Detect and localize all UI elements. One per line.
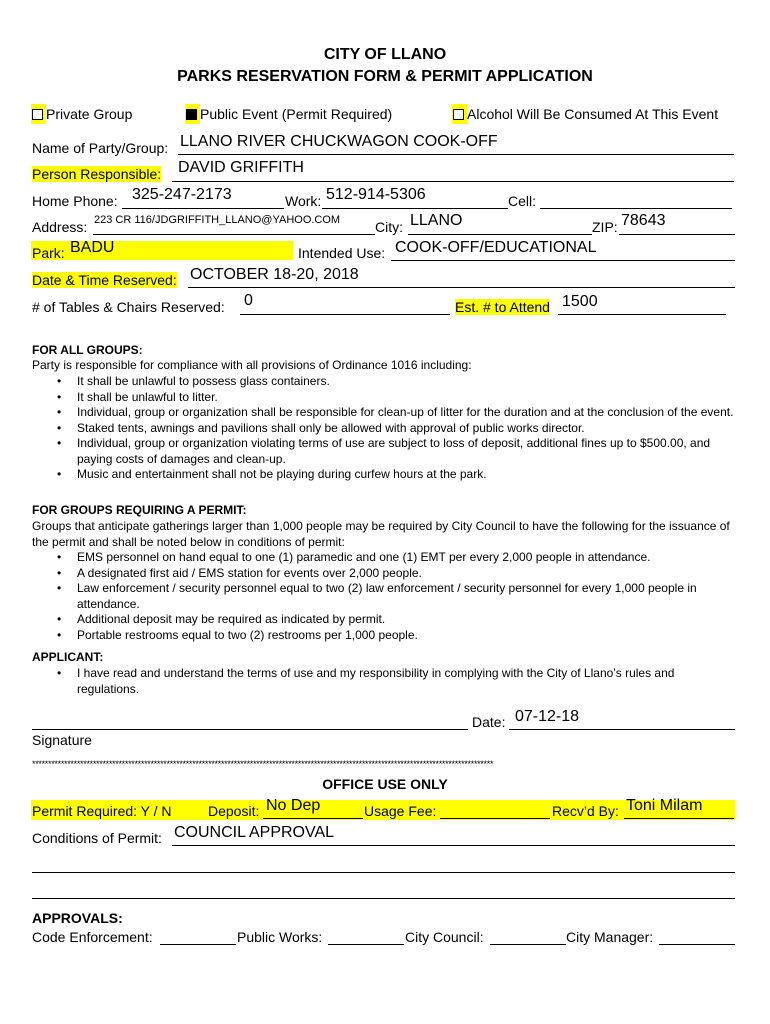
person-responsible-label: Person Responsible: <box>32 166 162 182</box>
alcohol-label: Alcohol Will Be Consumed At This Event <box>467 106 719 122</box>
cell-phone-line[interactable] <box>540 208 732 209</box>
separator-stars: ************************************************************************************************************************************************ <box>32 759 494 769</box>
recvd-by-value[interactable]: Toni Milam <box>626 797 703 814</box>
public-works-line[interactable] <box>328 944 404 945</box>
approvals-heading: APPROVALS: <box>32 910 123 926</box>
work-phone-value[interactable]: 512-914-5306 <box>326 186 426 203</box>
code-enforcement-label: Code Enforcement: <box>32 929 153 945</box>
zip-label: ZIP: <box>592 219 618 235</box>
code-enforcement-line[interactable] <box>160 944 236 945</box>
form-title-city: CITY OF LLANO <box>323 46 447 63</box>
park-label: Park: <box>32 245 65 261</box>
est-attend-value[interactable]: 1500 <box>562 293 598 310</box>
city-line <box>408 234 592 235</box>
applicant-heading: APPLICANT: <box>32 650 104 664</box>
city-value[interactable]: LLANO <box>410 212 463 229</box>
permit-required-label[interactable]: Permit Required: Y / N <box>32 803 172 819</box>
alcohol-option[interactable] <box>452 104 718 124</box>
est-attend-line <box>558 314 726 315</box>
signature-line[interactable] <box>32 729 468 730</box>
conditions-value[interactable]: COUNCIL APPROVAL <box>174 824 335 841</box>
date-time-reserved-line <box>188 287 735 288</box>
private-group-checkbox-highlight <box>31 104 46 124</box>
rule-item: • Portable restrooms equal to two (2) restrooms per 1,000 people. <box>57 628 737 644</box>
conditions-label: Conditions of Permit: <box>32 830 162 846</box>
tables-chairs-label: # of Tables & Chairs Reserved: <box>32 299 225 315</box>
recvd-by-label: Recv’d By: <box>552 803 619 819</box>
office-use-heading: OFFICE USE ONLY <box>322 776 448 792</box>
public-event-checkbox-highlight <box>185 104 200 124</box>
rule-item: • Law enforcement / security personnel equal to two (2) law enforcement / security personnel for every 1,000 people in attendance. <box>57 581 737 612</box>
zip-value[interactable]: 78643 <box>621 212 666 229</box>
intended-use-value[interactable]: COOK-OFF/EDUCATIONAL <box>395 239 597 256</box>
date-label: Date: <box>472 714 506 730</box>
rule-item: • It shall be unlawful to litter. <box>57 390 737 406</box>
name-of-party-value[interactable]: LLANO RIVER CHUCKWAGON COOK-OFF <box>180 133 498 150</box>
deposit-line <box>263 818 363 819</box>
home-phone-label: Home Phone: <box>32 193 118 209</box>
rule-item: • Additional deposit may be required as indicated by permit. <box>57 612 737 628</box>
city-council-line[interactable] <box>490 944 566 945</box>
rule-item: • Individual, group or organization shall be responsible for clean-up of litter for the duration and at the conclusion of the event. <box>57 405 737 421</box>
form-title: PARKS RESERVATION FORM & PERMIT APPLICATION <box>177 68 593 85</box>
usage-fee-line[interactable] <box>440 818 550 819</box>
all-groups-intro: Party is responsible for compliance with all provisions of Ordinance 1016 including: <box>32 358 472 372</box>
usage-fee-label: Usage Fee: <box>364 803 437 819</box>
person-responsible-line <box>172 181 734 182</box>
city-manager-line[interactable] <box>659 944 735 945</box>
all-groups-rules <box>57 374 737 483</box>
rule-item: • It shall be unlawful to possess glass containers. <box>57 374 737 390</box>
permit-groups-heading: FOR GROUPS REQUIRING A PERMIT: <box>32 503 247 517</box>
signature-label: Signature <box>32 732 92 748</box>
home-phone-line <box>122 208 284 209</box>
rule-item: • Individual, group or organization violating terms of use are subject to loss of deposit, additional fines up to $500.00, and paying costs of damages and clean-up. <box>57 436 737 467</box>
recvd-by-line <box>624 818 734 819</box>
alcohol-checkbox[interactable] <box>453 109 464 120</box>
rule-item: • Staked tents, awnings and pavilions shall only be allowed with approval of public works director. <box>57 421 737 437</box>
applicant-rules <box>57 666 737 697</box>
intended-use-line <box>391 260 735 261</box>
tables-chairs-line <box>240 314 450 315</box>
city-council-label: City Council: <box>405 929 484 945</box>
name-of-party-line <box>178 154 734 155</box>
deposit-value[interactable]: No Dep <box>266 797 321 814</box>
intended-use-label: Intended Use: <box>298 245 386 261</box>
date-value[interactable]: 07-12-18 <box>515 708 580 725</box>
date-time-reserved-label: Date & Time Reserved: <box>32 272 177 288</box>
public-event-label: Public Event (Permit Required) <box>200 106 393 122</box>
home-phone-value[interactable]: 325-247-2173 <box>132 186 232 203</box>
rule-item: • Music and entertainment shall not be playing during curfew hours at the park. <box>57 467 737 483</box>
tables-chairs-value[interactable]: 0 <box>244 292 253 309</box>
address-label: Address: <box>32 219 88 235</box>
date-line <box>509 729 735 730</box>
city-manager-label: City Manager: <box>566 929 654 945</box>
park-value[interactable]: BADU <box>70 239 115 256</box>
person-responsible-value[interactable]: DAVID GRIFFITH <box>178 159 304 176</box>
work-phone-line <box>322 208 508 209</box>
name-of-party-label: Name of Party/Group: <box>32 140 169 156</box>
all-groups-heading: FOR ALL GROUPS: <box>32 343 143 357</box>
address-value[interactable]: 223 CR 116/JDGRIFFITH_LLANO@YAHOO.COM <box>94 214 341 226</box>
address-line <box>93 234 375 235</box>
conditions-line-3[interactable] <box>32 898 735 899</box>
zip-line <box>619 234 735 235</box>
conditions-line-2[interactable] <box>32 872 735 873</box>
private-group-checkbox[interactable] <box>32 109 43 120</box>
private-group-label: Private Group <box>46 106 133 122</box>
public-event-option[interactable] <box>185 104 392 124</box>
conditions-line-1 <box>172 845 735 846</box>
private-group-option[interactable] <box>31 104 132 124</box>
work-phone-label: Work: <box>285 193 322 209</box>
cell-phone-label: Cell: <box>508 193 537 209</box>
city-label: City: <box>375 219 403 235</box>
date-time-reserved-value[interactable]: OCTOBER 18-20, 2018 <box>190 266 359 283</box>
est-attend-label: Est. # to Attend <box>455 299 550 315</box>
alcohol-checkbox-highlight <box>452 104 467 124</box>
rule-item: • I have read and understand the terms of use and my responsibility in complying with the City of Llano’s rules and regulations. <box>57 666 737 697</box>
permit-groups-intro: Groups that anticipate gatherings larger than 1,000 people may be required by City Council to have the following for the issuance of the permit and shall be noted below in conditions of permit: <box>32 519 730 549</box>
deposit-label: Deposit: <box>208 803 260 819</box>
rule-item: • EMS personnel on hand equal to one (1) paramedic and one (1) EMT per every 2,000 people in attendance. <box>57 550 737 566</box>
rule-item: • A designated first aid / EMS station for events over 2,000 people. <box>57 566 737 582</box>
public-works-label: Public Works: <box>237 929 323 945</box>
public-event-checkbox[interactable] <box>186 109 197 120</box>
permit-groups-rules <box>57 550 737 643</box>
